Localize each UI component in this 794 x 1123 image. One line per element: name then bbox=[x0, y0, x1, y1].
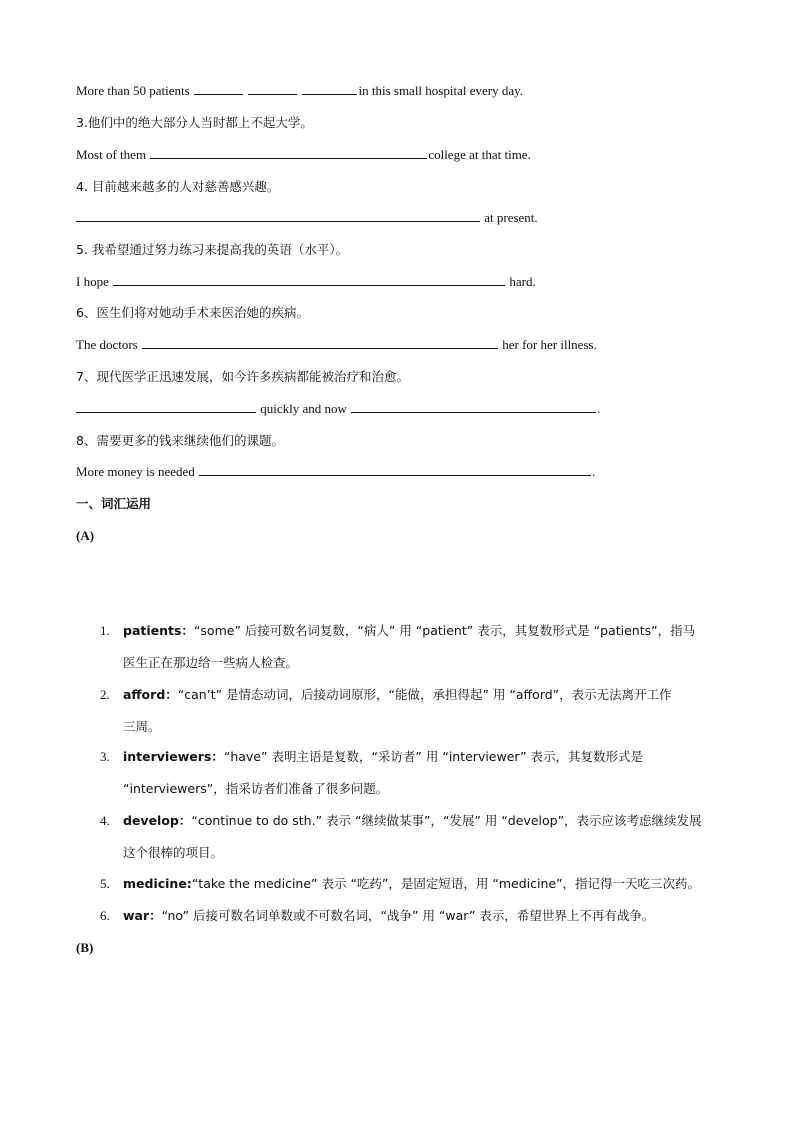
answer-line-1 bbox=[123, 811, 719, 831]
section-title: 一、词汇运用 bbox=[76, 496, 152, 511]
answer-explanation: “continue to do sth.” 表示 “继续做某事”，“发展” 用 “develop”，表示应该考虑继续发展 bbox=[191, 813, 702, 828]
answer-number: 3. bbox=[100, 749, 110, 764]
question-7-suffix: . bbox=[597, 401, 601, 416]
answer-blank[interactable] bbox=[302, 81, 357, 95]
answer-line-1 bbox=[123, 874, 719, 894]
answer-number: 5. bbox=[100, 876, 110, 891]
answer-number: 1. bbox=[100, 623, 110, 638]
question-7-middle: quickly and now bbox=[260, 401, 347, 416]
answer-blank[interactable] bbox=[248, 81, 297, 95]
answer-number: 6. bbox=[100, 908, 110, 923]
answer-line-1 bbox=[123, 685, 719, 705]
answer-blank[interactable] bbox=[351, 399, 596, 413]
question-4-english-line bbox=[76, 208, 538, 228]
exercise-2-english-line bbox=[76, 81, 523, 101]
answer-line-2: “interviewers”，指采访者们准备了很多问题。 bbox=[123, 781, 389, 796]
exercise-2-suffix: in this small hospital every day. bbox=[358, 83, 524, 98]
question-5-suffix: hard. bbox=[509, 274, 536, 289]
question-6-chinese: 6、医生们将对她动手术来医治她的疾病。 bbox=[76, 305, 309, 320]
answer-item bbox=[100, 685, 720, 745]
exercise-2-prefix: More than 50 patients bbox=[76, 83, 190, 98]
answer-keyword: war： bbox=[123, 908, 162, 923]
answer-keyword: medicine: bbox=[123, 876, 192, 891]
question-5-chinese: 5. 我希望通过努力练习来提高我的英语（水平）。 bbox=[76, 242, 349, 257]
answer-explanation: “have” 表明主语是复数，“采访者” 用 “interviewer” 表示，其复数形式是 bbox=[223, 749, 644, 764]
question-4-suffix: at present. bbox=[484, 210, 538, 225]
answer-blank[interactable] bbox=[199, 462, 591, 476]
question-7-english-line bbox=[76, 399, 600, 419]
answer-keyword: develop： bbox=[123, 813, 192, 828]
answer-explanation: “no” 后接可数名词单数或不可数名词，“战争” 用 “war” 表示，希望世界上不再有战争。 bbox=[161, 908, 655, 923]
question-8-suffix: . bbox=[592, 464, 596, 479]
answer-blank[interactable] bbox=[194, 81, 243, 95]
answer-explanation: “can’t” 是情态动词，后接动词原形，“能做，承担得起” 用 “afford”，表示无法离开工作 bbox=[177, 687, 672, 702]
question-3-english-line bbox=[76, 145, 531, 165]
answer-explanation: “some” 后接可数名词复数，“病人” 用 “patient” 表示，其复数形式是 “patients”，指马 bbox=[193, 623, 696, 638]
answer-blank[interactable] bbox=[142, 335, 498, 349]
part-b-label: (B) bbox=[76, 940, 94, 955]
question-3-suffix: college at that time. bbox=[428, 147, 531, 162]
answer-blank[interactable] bbox=[76, 208, 480, 222]
part-a-label: (A) bbox=[76, 528, 95, 543]
answer-keyword: patients： bbox=[123, 623, 194, 638]
answer-item bbox=[100, 747, 720, 807]
question-3-prefix: Most of them bbox=[76, 147, 147, 162]
question-6-english-line bbox=[76, 335, 597, 355]
answer-explanation: “take the medicine” 表示 “吃药”，是固定短语，用 “medicine”，指记得一天吃三次药。 bbox=[191, 876, 701, 891]
question-8-prefix: More money is needed bbox=[76, 464, 195, 479]
question-6-suffix: her for her illness. bbox=[502, 337, 597, 352]
answer-item bbox=[100, 874, 720, 898]
question-3-chinese: 3.他们中的绝大部分人当时都上不起大学。 bbox=[76, 115, 313, 130]
answer-item bbox=[100, 621, 720, 681]
answer-blank[interactable] bbox=[113, 272, 505, 286]
question-6-prefix: The doctors bbox=[76, 337, 138, 352]
question-7-chinese: 7、现代医学正迅速发展，如今许多疾病都能被治疗和治愈。 bbox=[76, 369, 409, 384]
question-5-prefix: I hope bbox=[76, 274, 109, 289]
question-8-chinese: 8、需要更多的钱来继续他们的课题。 bbox=[76, 433, 284, 448]
answer-line-2: 这个很棒的项目。 bbox=[123, 845, 224, 860]
answer-line-1 bbox=[123, 747, 719, 767]
answer-line-1 bbox=[123, 906, 719, 926]
answer-blank[interactable] bbox=[76, 399, 256, 413]
answer-number: 2. bbox=[100, 687, 110, 702]
question-4-chinese: 4. 目前越来越多的人对慈善感兴趣。 bbox=[76, 179, 280, 194]
answer-number: 4. bbox=[100, 813, 110, 828]
question-8-english-line bbox=[76, 462, 595, 482]
answer-line-2: 三周。 bbox=[123, 719, 161, 734]
answer-keyword: afford： bbox=[123, 687, 178, 702]
answer-item bbox=[100, 906, 720, 930]
answer-blank[interactable] bbox=[150, 145, 427, 159]
answer-line-1 bbox=[123, 621, 719, 641]
question-5-english-line bbox=[76, 272, 536, 292]
answer-line-2: 医生正在那边给一些病人检查。 bbox=[123, 655, 299, 670]
answer-item bbox=[100, 811, 720, 871]
answer-keyword: interviewers： bbox=[123, 749, 224, 764]
